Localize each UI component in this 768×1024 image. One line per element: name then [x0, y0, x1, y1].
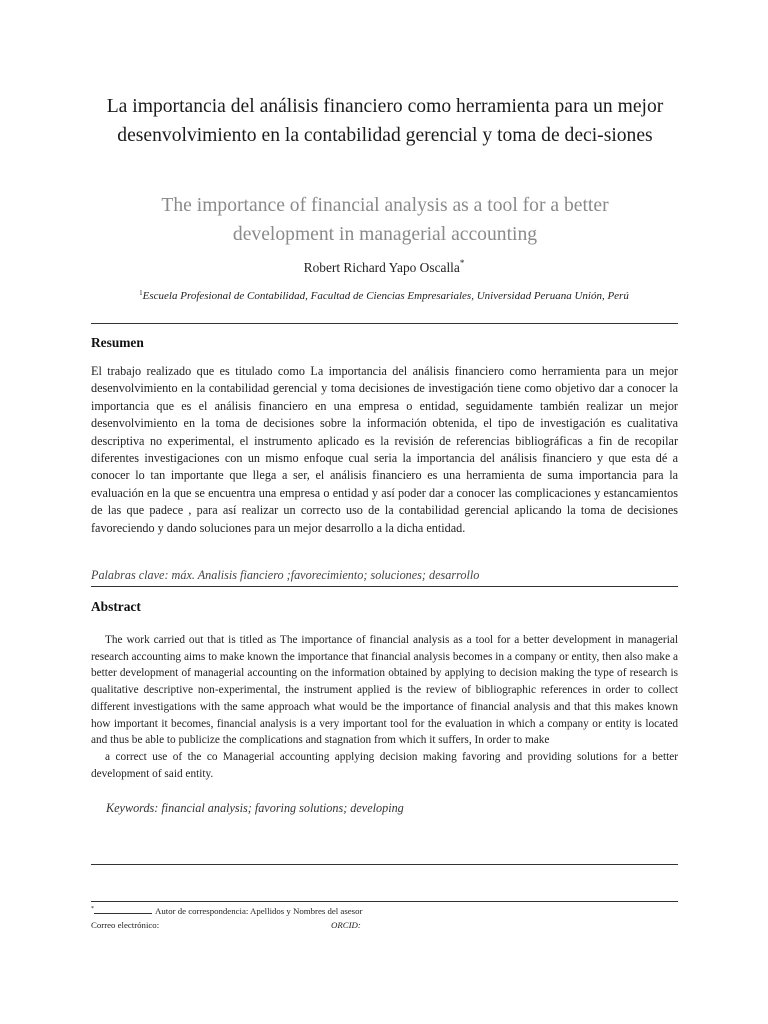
affiliation-mark: 1	[139, 289, 143, 297]
footnote-author-note: Autor de correspondencia: Apellidos y Nombres del asesor	[155, 906, 363, 916]
divider-footnote	[91, 901, 678, 902]
footnote-contact	[91, 920, 678, 930]
affiliation-text: Escuela Profesional de Contabilidad, Facultad de Ciencias Empresariales, Universidad Peruana Unión, Perú	[142, 290, 629, 302]
abstract-paragraph-2: a correct use of the co Managerial accounting applying decision making favoring and providing solutions for a better development of said entity.	[91, 750, 678, 780]
affiliation	[90, 289, 678, 302]
email-label: Correo electrónico:	[91, 920, 160, 930]
abstract-paragraph-1: The work carried out that is titled as The importance of financial analysis as a tool for a better development in managerial research accounting aims to make known the importance that financial analysis becomes in a company or entity, then also make a better development of managerial accounting on the information obtained by applying to decision making the type of research is qualitative descriptive non-experimental, the instrument applied is the review of bibliographic references in order to collect different investigations with the same approach what would be the importance of financial analysis and that this makes known how important it becomes, financial analysis is a very important tool for the evaluation in which a company or entity is located and thus be able to publicize the complications and stagnation from which it suffers, In order to make	[91, 634, 678, 747]
footnote-blank-line	[94, 913, 152, 914]
resumen-body: El trabajo realizado que es titulado como La importancia del análisis financiero como herramienta para un mejor desenvolvimiento en la contabilidad gerencial y toma decisiones de investigación tiene como objetivo dar a conocer la importancia que es el análisis financiero en una empresa o entidad, seguidamente también realizar un mejor desenvolvimiento en la toma de decisiones sobre la información obtenida, el tipo de investigación es cualitativa descriptiva no experimental, el instrumento aplicado es la revisión de referencias bibliográficas a fin de recopilar diferentes investigaciones con un mismo enfoque cual seria la importancia del análisis financiero y que esta dé a conocer lo tan importante que llega a ser, el análisis financiero es una herramienta de suma importancia para la evaluación en la que se encuentra una empresa o entidad y así poder dar a conocer las complicaciones y estancamientos de las que padece , para así realizar un correcto uso de la contabilidad gerencial aplicando la toma de decisiones favoreciendo y dando soluciones para un mejor desarrollo a la dicha entidad.	[91, 364, 678, 535]
resumen-heading: Resumen	[91, 335, 144, 350]
divider-bottom	[91, 864, 678, 865]
footnote-author	[91, 906, 678, 916]
paper-subtitle: The importance of financial analysis as a tool for a better development in managerial accounting	[161, 195, 609, 245]
divider-keywords	[91, 586, 678, 587]
orcid-label: ORCID:	[331, 920, 361, 930]
divider-top	[91, 323, 678, 324]
author-line	[0, 258, 768, 276]
paper-title: La importancia del análisis financiero como herramienta para un mejor desenvolvimiento en la contabilidad gerencial y toma de deci-siones	[106, 96, 664, 146]
author-name: Robert Richard Yapo Oscalla	[303, 260, 460, 275]
abstract-heading: Abstract	[91, 599, 141, 614]
footnote-mark: *	[91, 906, 94, 912]
keywords-english: Keywords: financial analysis; favoring solutions; developing	[106, 801, 404, 815]
abstract-body	[91, 632, 678, 782]
author-mark: *	[459, 258, 465, 268]
palabras-clave: Palabras clave: máx. Analisis fianciero ;favorecimiento; soluciones; desarrollo	[91, 568, 480, 582]
